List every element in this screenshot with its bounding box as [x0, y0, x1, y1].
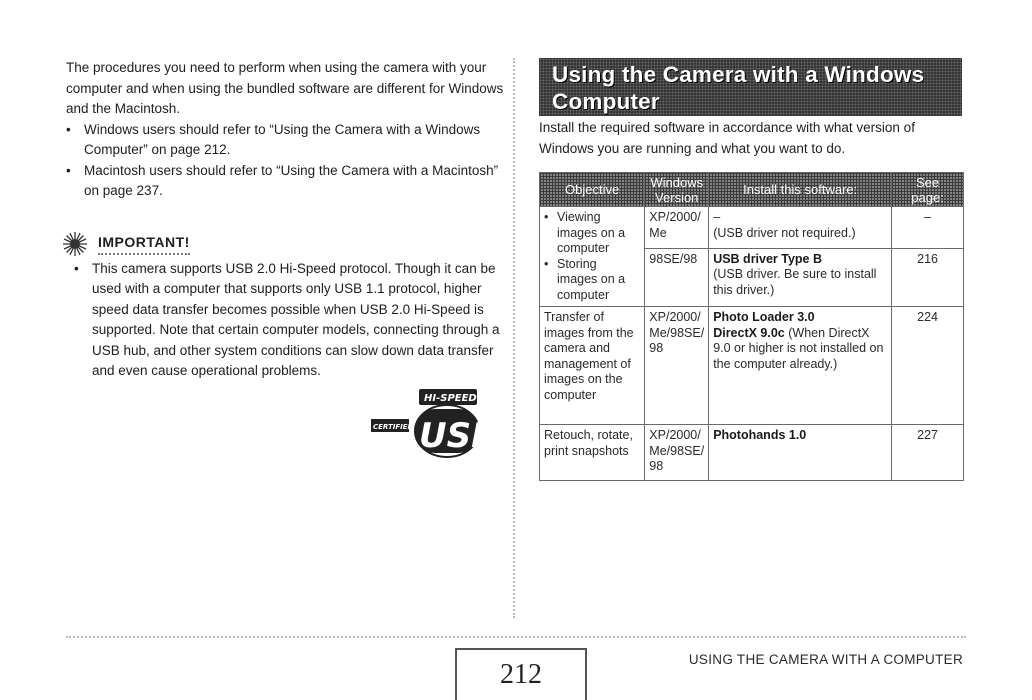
header-see-line2: page: [911, 189, 944, 205]
install-intro: Install the required software in accordance with what version of Windows you are running and what you want to do. [539, 120, 915, 156]
section-title-line1: Using the Camera with a Windows [552, 62, 925, 87]
install-cell [709, 307, 892, 425]
objective-viewing: • Viewing images on a computer [544, 210, 640, 257]
header-see-line1: See [916, 174, 940, 190]
bullet-macintosh: • Macintosh users should refer to “Using the Camera with a Macintosh” on page 237. [66, 161, 506, 202]
column-divider [513, 58, 515, 618]
install-software-name: Photo Loader 3.0 [713, 310, 815, 324]
objective-storing: • Storing images on a computer [544, 257, 640, 304]
important-list [74, 259, 506, 382]
objective-view-store [540, 207, 645, 307]
important-burst-icon [62, 231, 88, 257]
usb-logo-top-text: HI-SPEED [424, 393, 477, 404]
intro-paragraph: The procedures you need to perform when using the camera with your computer and when using the bundled software are different for Windows and the Macintosh. [66, 60, 504, 116]
header-windows-version [645, 173, 709, 207]
page-cell: 224 [892, 307, 964, 425]
install-directx [713, 326, 887, 373]
header-see-page [892, 173, 964, 207]
page-cell: 216 [892, 248, 964, 306]
objective-cell: Transfer of images from the camera and management of images on the computer [540, 307, 645, 425]
version-cell: XP/2000/ Me/98SE/ 98 [645, 307, 709, 425]
version-cell: XP/2000/ Me [645, 207, 709, 249]
page-number: 212 [455, 648, 587, 700]
version-cell: 98SE/98 [645, 248, 709, 306]
footer-section-title: USING THE CAMERA WITH A COMPUTER [688, 652, 963, 667]
header-objective: Objective [540, 173, 645, 207]
header-windows-line2: Version [655, 189, 699, 205]
header-windows-line1: Windows [650, 174, 704, 190]
install-cell [709, 207, 892, 249]
usb-logo-main-text: USB [419, 416, 498, 456]
install-software-name: USB driver Type B [713, 251, 823, 266]
table-row [540, 307, 964, 425]
section-title [552, 61, 952, 115]
install-cell [709, 248, 892, 306]
install-dash: – [713, 210, 721, 224]
footer-divider [66, 636, 966, 638]
table-row [540, 425, 964, 481]
page-cell: – [892, 207, 964, 249]
version-cell: XP/2000/ Me/98SE/ 98 [645, 425, 709, 481]
install-note: (When DirectX 9.0 or higher is not installed on the computer already.) [713, 325, 884, 371]
important-item: • This camera supports USB 2.0 Hi-Speed protocol. Though it can be used with a computer that supports only USB 1.1 protocol, higher speed data transfer becomes possible when USB 2.0 Hi-Speed is supported. Note that certain computer models, connecting through a USB hub, and other system conditions can slow down data transfer and even cause operational problems. [74, 259, 506, 382]
table-row [540, 207, 964, 249]
objective-cell: Retouch, rotate, print snapshots [540, 425, 645, 481]
install-note: (USB driver. Be sure to install this driver.) [713, 267, 877, 297]
install-cell [709, 425, 892, 481]
page-cell: 227 [892, 425, 964, 481]
install-note: (USB driver not required.) [713, 225, 856, 240]
important-title: IMPORTANT! [98, 232, 190, 256]
software-table [539, 172, 964, 481]
table-header-row [540, 173, 964, 207]
install-directx-name: DirectX 9.0c [713, 325, 785, 340]
install-software-name: Photohands 1.0 [713, 428, 807, 442]
usb-hi-speed-logo [365, 383, 498, 459]
important-heading [66, 230, 506, 258]
bullet-windows: • Windows users should refer to “Using the Camera with a Windows Computer” on page 212. [66, 120, 506, 161]
section-title-line2: Computer [552, 89, 660, 114]
usb-logo-side-text: CERTIFIED [373, 423, 414, 431]
left-column [66, 58, 506, 382]
header-install: Install this software: [709, 173, 892, 207]
